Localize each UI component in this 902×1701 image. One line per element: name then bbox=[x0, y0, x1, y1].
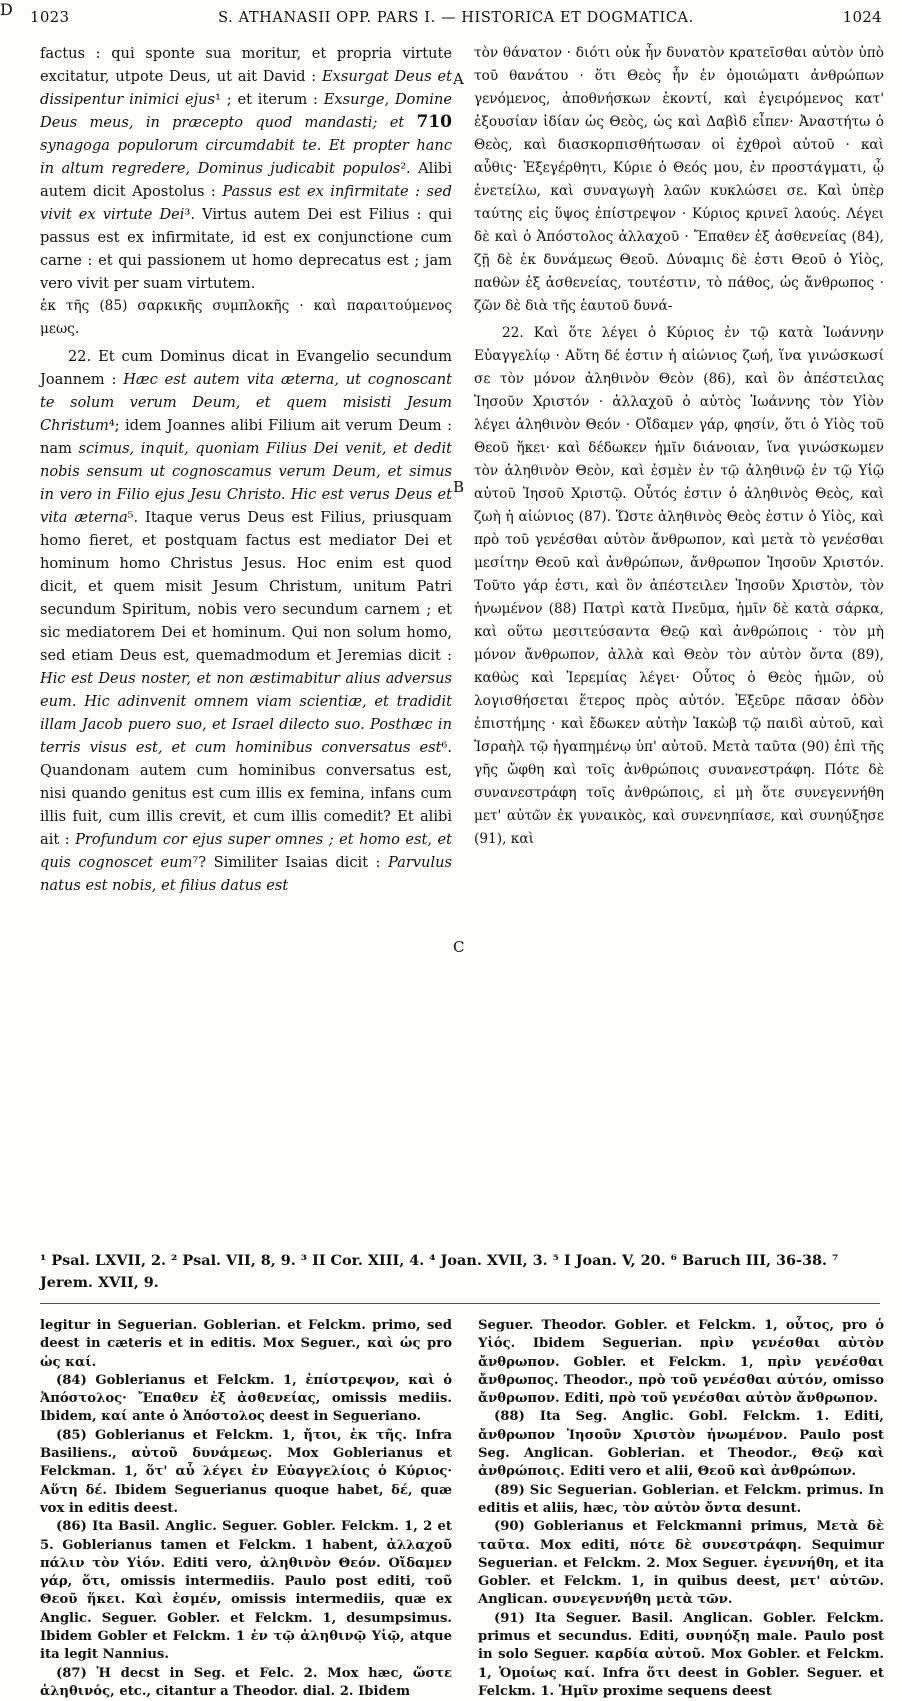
latin-text: ⁶. Quandonam autem cum hominibus conversatus est, nisi quando genitus est cum illis ex femina, infans cum illis fuit, cum illis crevit, et cum illis comedit? Et alibi ait : bbox=[40, 739, 452, 848]
note: (91) Ita Seguer. Basil. Anglican. Gobler. Felckm. primus et secundus. Editi, συνηύξη male. Paulo post in solo Seguer. καρδία αὐτοῦ. Mox Gobler. et Felckm. 1, Ὁμοίως καί. Infra ὅτι deest in Gobler. Seguer. et Felckm. 1. Ἡμῖν proxime sequens deest bbox=[478, 1610, 884, 1699]
running-title: S. ATHANASII OPP. PARS I. — HISTORICA ET DOGMATICA. bbox=[218, 10, 694, 26]
margin-letter-b: B bbox=[453, 478, 465, 496]
margin-letter-d: D bbox=[0, 0, 13, 19]
greek-paragraph-1: τὸν θάνατον · διότι οὐκ ἦν δυνατὸν κρατεῖσθαι αὐτὸν ὑπὸ τοῦ θανάτου · ὅτι Θεὸς ἦν ἐν ὁμοιώματι ἀνθρώπων γενόμενος, ἀποθνήσκων ἑκοντί, καὶ ἐγειρόμενος κατ' ἐξουσίαν ἰδίαν ὡς Θεὸς, ὡς καὶ Δαβὶδ εἶπεν· Ἀναστήτω ὁ Θεὸς, καὶ διασκορπισθήτωσαν οἱ ἐχθροὶ αὐτοῦ · καὶ αὖθις· Ἐξεγέρθητι, Κύριε ὁ Θεός μου, ἐν προστάγματι, ᾧ ἐνετείλω, καὶ συναγωγὴ λαῶν κυκλώσει σε. Καὶ ὑπὲρ ταύτης εἰς ὕψος ἐπίστρεψον · Κύριος κρινεῖ λαούς. Λέγει δὲ καὶ ὁ Ἀπόστολος ἀλλαχοῦ · Ἔπαθεν ἐξ ἀσθενείας (84), ζῇ δὲ ἐκ δυνάμεως Θεοῦ. Δύναμις δὲ ἐστι Θεοῦ ὁ Υἱὸς, παθὼν ἐξ ἀσθενείας, τουτέστιν, τὸ πάθος, ὡς ἄνθρωπος · ζῶν δὲ διὰ τῆς ἑαυτοῦ δυνά- bbox=[474, 45, 884, 314]
note: (89) Sic Seguerian. Goblerian. et Felckm. primus. In editis et aliis, hæc, τὸν αὐτὸν ὄντα desunt. bbox=[478, 1482, 884, 1516]
margin-letter-a: A bbox=[453, 70, 464, 88]
column-number: 710 bbox=[416, 112, 452, 132]
latin-text: ⁵. Itaque verus Deus est Filius, priusquam homo fieret, et postquam factus est mediator Dei et hominum homo Christus Jesus. Hoc enim est quod dicit, et quem misit Jesum Christum, unitum Patri secundum Spiritum, nobis vero secundum carnem ; et sic mediatorem Dei et hominum. Qui non solum homo, sed etiam Deus est, quemadmodum et Jeremias dicit : bbox=[40, 509, 452, 664]
greek-inline-line: ἐκ τῆς (85) σαρκικῆς συμπλοκῆς · καὶ παραιτούμενος μεως. bbox=[40, 298, 452, 337]
page-number-left: 1023 bbox=[30, 8, 70, 26]
note: (88) Ita Seg. Anglic. Gobl. Felckm. 1. Editi, ἄνθρωπον Ἰησοῦν Χριστὸν ἡνωμένον. Paulo post Seg. Anglican. Goblerian. et Theodor., Θεῷ καὶ ἀνθρώποις. Editi vero et alii, Θεοῦ καὶ ἀνθρώπων. bbox=[478, 1409, 884, 1480]
latin-quote: Exsurge, Domine Deus meus, in præcepto quod mandasti; et bbox=[40, 91, 452, 131]
greek-column bbox=[474, 42, 884, 851]
latin-column bbox=[40, 42, 452, 897]
note: (84) Goblerianus et Felckm. 1, ἐπίστρεψον, καὶ ὁ Ἀπόστολος· Ἔπαθεν ἐξ ἀσθενείας, omissis mediis. Ibidem, καί ante ὁ Ἀπόστολος deest in Segueriano. bbox=[40, 1372, 452, 1425]
latin-text: ⁴; idem Joannes alibi Filium ait verum Deum : nam bbox=[40, 417, 452, 457]
latin-quote: Passus est ex infirmitate : sed vivit ex virtute Dei bbox=[40, 183, 452, 223]
latin-text: ⁷? Similiter Isaias dicit : bbox=[192, 854, 388, 871]
note: (85) Goblerianus et Felckm. 1, ἤτοι, ἐκ τῆς. Infra Basiliens., αὐτοῦ δυνάμεως. Mox Goblerianus et Felckman. 1, ὅτ' αὖ λέγει ἐν Εὐαγγελίοις ὁ Κύριος· Αὕτη δέ. Ibidem Seguerianus quoque habet, δέ, quæ vox in editis deest. bbox=[40, 1427, 452, 1516]
critical-notes-left bbox=[40, 1317, 452, 1701]
latin-text: ³. Virtus autem Dei est Filius : qui passus est ex infirmitate, id est ex conjunctione cum carne : et qui passionem ut homo deprecatus est ; jam vero vivit per suam virtutem. bbox=[40, 206, 452, 292]
latin-quote: Hæc est autem vita æterna, ut cognoscant te solum verum Deum, et quem misisti Jesum Christum bbox=[40, 371, 452, 434]
note: (86) Ita Basil. Anglic. Seguer. Gobler. Felckm. 1, 2 et 5. Goblerianus tamen et Felckm. 1 habent, ἀλλαχοῦ πάλιν τὸν Υἱόν. Editi vero, ἀληθινὸν Θεόν. Οἴδαμεν γάρ, ὅτι, omissis intermediis. Paulo post editi, τοῦ Θεοῦ ἥκει. Καὶ ἐσμέν, omissis intermediis, quæ ex Anglic. Seguer. Gobler. et Felckm. 1, desumpsimus. Ibidem Gobler et Felckm. 1 ἐν τῷ ἀληθινῷ Υἱῷ, atque ita legit Nannius. bbox=[40, 1519, 452, 1663]
latin-paragraph-1 bbox=[40, 42, 452, 295]
latin-quote: Hic est Deus noster, et non æstimabitur alius adversus eum. Hic adinvenit omnem viam scientiæ, et tradidit illam Jacob puero suo, et Israel dilecto suo. Posthæc in terris visus est, et cum hominibus conversatus est bbox=[40, 670, 452, 756]
note: (90) Goblerianus et Felckmanni primus, Μετὰ δὲ ταῦτα. Mox editi, πότε δὲ συνεστράφη. Sequimur Seguerian. et Felckm. 2. Mox Seguer. ἐγεννήθη, et ita Gobler. et Felckm. 1, in quibus deest, μετ' αὐτῶν. Anglican. συνεγεννήθη μετὰ τῶν. bbox=[478, 1519, 884, 1608]
page-number-right: 1024 bbox=[842, 8, 882, 26]
margin-letter-c: C bbox=[453, 938, 465, 956]
latin-text: factus : qui sponte sua moritur, et propria virtute bbox=[40, 45, 452, 62]
latin-text: excitatur, utpote Deus, ut ait David : bbox=[40, 68, 322, 85]
latin-paragraph-2 bbox=[40, 345, 452, 897]
footnotes: ¹ Psal. LXVII, 2. ² Psal. VII, 8, 9. ³ II Cor. XIII, 4. ⁴ Joan. XVII, 3. ⁵ I Joan. V, 20. ⁶ Baruch III, 36-38. ⁷ Jerem. XVII, 9. bbox=[40, 1252, 839, 1291]
divider bbox=[40, 1303, 880, 1304]
note: legitur in Seguerian. Goblerian. et Felckm. primo, sed deest in cæteris et in editis. Mox Seguer., καὶ ὡς pro ὡς καί. bbox=[40, 1318, 452, 1370]
latin-quote: Exsurgat Deus et dissipentur inimici ejus bbox=[40, 68, 452, 108]
greek-paragraph-2: 22. Καὶ ὅτε λέγει ὁ Κύριος ἐν τῷ κατὰ Ἰωάννην Εὐαγγελίῳ · Αὕτη δέ ἐστιν ἡ αἰώνιος ζωή, ἵνα γινώσκωσί σε τὸν μόνον ἀληθινὸν Θεὸν (86), καὶ ὃν ἀπέστειλας Ἰησοῦν Χριστόν · ἀλλαχοῦ ὁ αὐτὸς Ἰωάννης τὸν Υἱὸν λέγει ἀληθινὸν Θεόν · Οἴδαμεν γάρ, φησίν, ὅτι ὁ Υἱὸς τοῦ Θεοῦ ἥκει· καὶ δέδωκεν ἡμῖν διάνοιαν, ἵνα γινώσκωμεν τὸν ἀληθινὸν Θεὸν, καὶ ἐσμὲν ἐν τῷ ἀληθινῷ ἐν τῷ Υἱῷ αὐτοῦ Ἰησοῦ Χριστῷ. Οὗτός ἐστιν ὁ ἀληθινὸς Θεὸς, καὶ ζωὴ ἡ αἰώνιος (87). Ὥστε ἀληθινὸς Θεὸς ἐστιν ὁ Υἱὸς, καὶ πρὸ τοῦ γενέσθαι αὐτὸν ἄνθρωπον, καὶ μετὰ τὸ γενέσθαι μεσίτην Θεοῦ καὶ ἀνθρώπων, ἄνθρωπον Ἰησοῦν Χριστόν. Τοῦτο γάρ ἐστι, καὶ ὃν ἀπέστειλεν Ἰησοῦν Χριστὸν, τὸν ἡνωμένον (88) Πατρὶ κατὰ Πνεῦμα, ἡμῖν δὲ κατὰ σάρκα, καὶ οὕτω μεσιτεύσαντα Θεῷ καὶ ἀνθρώποις · τὸν μὴ μόνον ἄνθρωπον, ἀλλὰ καὶ Θεὸν τὸν αὐτὸν ὄντα (89), καθὼς καὶ Ἱερεμίας λέγει· Οὗτος ὁ Θεὸς ἡμῶν, οὐ λογισθήσεται ἕτερος πρὸς αὐτόν. Ἐξεῦρε πᾶσαν ὁδὸν ἐπιστήμης · καὶ ἔδωκεν αὐτὴν Ἰακὼβ τῷ παιδὶ αὐτοῦ, καὶ Ἰσραὴλ τῷ ἠγαπημένῳ ὑπ' αὐτοῦ. Μετὰ ταῦτα (90) ἐπὶ τῆς γῆς ὤφθη καὶ τοῖς ἀνθρώποις συνανεστράφη. Πότε δὲ συνανεστράφη τοῖς ἀνθρώποις, εἰ μὴ ὅτε συνεγεννήθη μετ' αὐτῶν ἐκ γυναικὸς, καὶ συνενηπίασε, καὶ συνηύξησε (91), καὶ bbox=[474, 325, 884, 847]
latin-quote: scimus, inquit, quoniam Filius Dei venit, et dedit nobis sensum ut cognoscamus verum Deum, et simus in vero in Filio ejus Jesu Christo. Hic est verus Deus et vita æterna bbox=[40, 440, 453, 526]
latin-text: 22. Et cum Dominus dicat in Evangelio secundum Joannem : bbox=[40, 348, 452, 388]
running-header bbox=[30, 8, 882, 30]
latin-quote: synagoga populorum circumdabit te. Et propter hanc in altum regredere, Dominus judicabit populos bbox=[40, 137, 452, 177]
note: Seguer. Theodor. Gobler. et Felckm. 1, οὗτος, pro ὁ Υἱός. Ibidem Seguerian. πρὶν γενέσθαι αὐτὸν ἄνθρωπον. Gobler. et Felckm. 1, πρὶν γενέσθαι ἄνθρωπος. Theodor., πρὸ τοῦ γενέσθαι αὐτόν, omisso ἄνθρωπον. Editi, πρὸ τοῦ γενέσθαι αὐτὸν ἄνθρωπον. bbox=[478, 1318, 884, 1407]
latin-quote: Profundum cor ejus super omnes ; et homo est, et quis cognoscet eum bbox=[40, 831, 452, 871]
note: (87) Ἡ decst in Seg. et Felc. 2. Mox hæc, ὥστε ἀληθινός, etc., citantur a Theodor. dial. 2. Ibidem bbox=[40, 1665, 452, 1699]
latin-quote: Parvulus natus est nobis, et filius datus est bbox=[40, 854, 453, 894]
latin-text: ². Alibi autem dicit Apostolus : bbox=[40, 160, 452, 200]
footnote-ref: ¹ ; et iterum : bbox=[215, 91, 324, 108]
critical-notes-right bbox=[478, 1317, 884, 1701]
